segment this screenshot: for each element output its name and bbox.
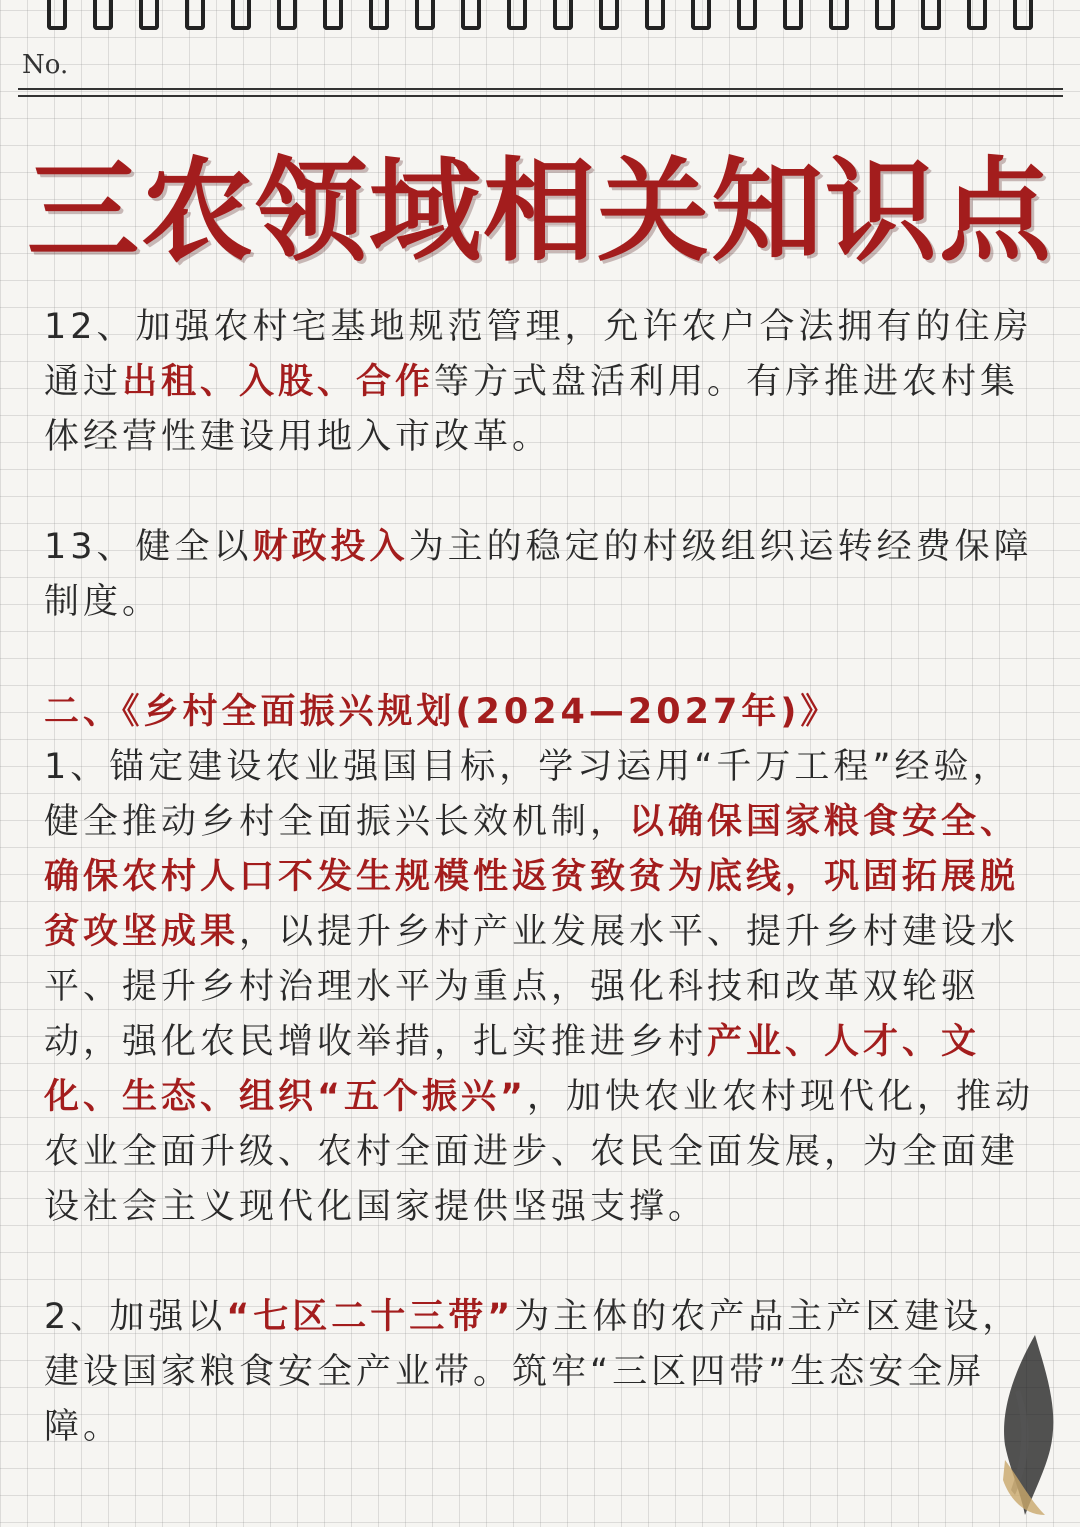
notebook-binding (0, 0, 1080, 34)
header-rule-line (18, 95, 1063, 97)
binding-ring (921, 0, 941, 30)
page-number-label: No. (22, 50, 69, 80)
binding-ring (1013, 0, 1033, 30)
paragraph-text: ，加快农业农村现代化，推动农业全面升级、农村全面进步、农民全面发展，为全面建设社会主义现代化国家提供坚强支撑。 (44, 1077, 1035, 1227)
binding-ring (369, 0, 389, 30)
paragraph-text: 为主体的农产品主产区建设，建设国家粮食安全产业带。筑牢“三区四带”生态安全屏障。 (44, 1297, 1022, 1447)
section2-paragraph-1 (44, 740, 1044, 1235)
highlight-text: 财政投入 (252, 527, 409, 567)
ink-brush-decoration (975, 1330, 1070, 1520)
paragraph-text: 2、加强以 (44, 1297, 227, 1337)
header-rule-line (18, 88, 1063, 90)
binding-ring (553, 0, 573, 30)
section2-paragraph-2 (44, 1290, 1044, 1455)
binding-ring (139, 0, 159, 30)
binding-ring (47, 0, 67, 30)
binding-ring (691, 0, 711, 30)
binding-ring (599, 0, 619, 30)
binding-ring (231, 0, 251, 30)
binding-ring (415, 0, 435, 30)
paragraph-text: 12、加强农村宅基地规范管理，允许农户合法拥有的住房通过 (44, 307, 1033, 402)
highlight-text: 以确保国家粮食安全、确保农村人口不发生规模性返贫致贫为底线，巩固拓展脱贫攻坚成果 (44, 802, 1020, 952)
binding-ring (93, 0, 113, 30)
notes-content (44, 300, 1044, 1455)
binding-ring (967, 0, 987, 30)
paragraph-text: 为主的稳定的村级组织运转经费保障制度。 (44, 527, 1033, 622)
binding-ring (783, 0, 803, 30)
binding-ring (507, 0, 527, 30)
paragraph-text: 13、健全以 (44, 527, 253, 567)
section-heading: 二、《乡村全面振兴规划(2024—2027年)》 (44, 692, 840, 732)
paragraph-text: 等方式盘活利用。有序推进农村集体经营性建设用地入市改革。 (44, 362, 1020, 457)
binding-ring (185, 0, 205, 30)
binding-ring (461, 0, 481, 30)
binding-ring (323, 0, 343, 30)
paragraph-12 (44, 300, 1044, 465)
paragraph-text: ，以提升乡村产业发展水平、提升乡村建设水平、提升乡村治理水平为重点，强化科技和改革双轮驱动，强化农民增收举措，扎实推进乡村 (44, 912, 1020, 1062)
binding-ring (277, 0, 297, 30)
highlight-text: 产业、人才、文化、生态、组织“五个振兴” (44, 1022, 981, 1117)
binding-ring (737, 0, 757, 30)
binding-ring (829, 0, 849, 30)
page-title: 三农领域相关知识点 (27, 146, 1053, 277)
binding-ring (875, 0, 895, 30)
paragraph-text: 1、锚定建设农业强国目标，学习运用“千万工程”经验，健全推动乡村全面振兴长效机制， (44, 747, 1012, 842)
highlight-text: 出租、入股、合作 (122, 362, 435, 402)
highlight-text: “七区二十三带” (226, 1297, 515, 1337)
binding-ring (645, 0, 665, 30)
paragraph-13 (44, 520, 1044, 630)
